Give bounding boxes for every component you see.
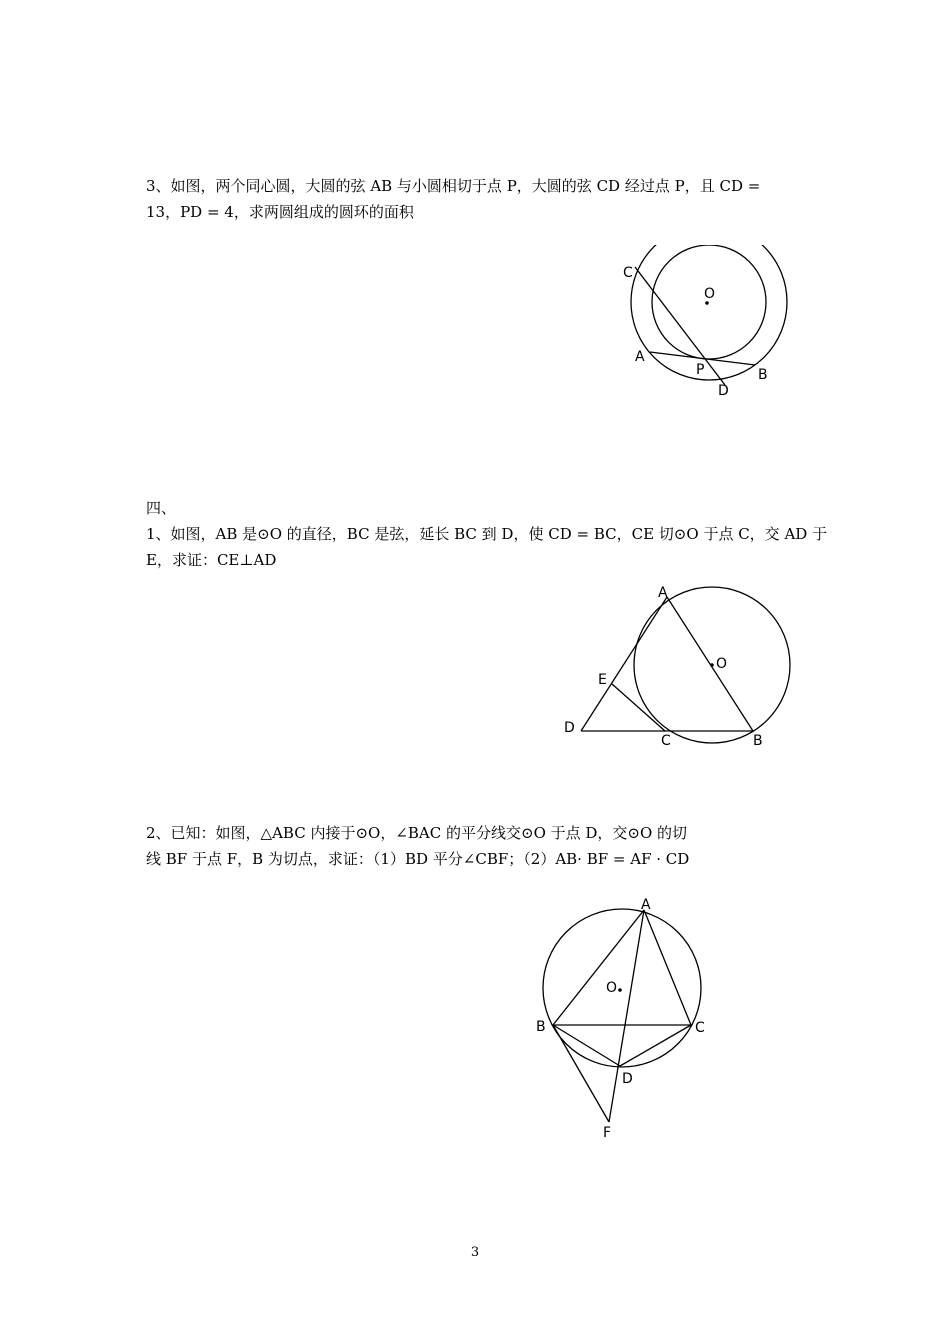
segment-bd (553, 1025, 620, 1066)
center-dot (710, 663, 714, 667)
side-ac (644, 910, 691, 1025)
problem4-2-line1: 2、已知：如图，△ABC 内接于⊙O，∠BAC 的平分线交⊙O 于点 D，交⊙O 的切 (146, 824, 688, 842)
figure-inscribed-triangle (525, 890, 725, 1150)
tangent-bf (553, 1025, 609, 1122)
label-o: O (606, 980, 618, 996)
label-d: D (622, 1071, 633, 1087)
label-d: D (564, 720, 575, 736)
label-f: F (603, 1125, 612, 1141)
label-o: O (704, 286, 716, 302)
label-c: C (661, 733, 671, 749)
label-a: A (658, 585, 668, 601)
problem4-1-line2: E，求证：CE⊥AD (146, 551, 277, 569)
chord-cd (635, 267, 725, 385)
label-b: B (536, 1019, 546, 1035)
small-circle (652, 245, 766, 359)
label-b: B (753, 733, 763, 749)
label-b: B (758, 367, 768, 383)
label-e: E (598, 672, 607, 688)
label-d: D (718, 383, 729, 399)
bisector-af (609, 910, 644, 1122)
page-number: 3 (470, 1245, 480, 1260)
label-c: C (623, 265, 633, 281)
problem4-1-line1: 1、如图，AB 是⊙O 的直径，BC 是弦，延长 BC 到 D，使 CD = BC，CE 切⊙O 于点 C，交 AD 于 (146, 525, 828, 543)
label-c: C (695, 1020, 705, 1036)
figure-diameter-tangent (555, 580, 805, 755)
label-a: A (635, 349, 645, 365)
label-p: P (696, 362, 705, 378)
segment-ad (581, 597, 667, 731)
problem3-line1: 3、如图，两个同心圆，大圆的弦 AB 与小圆相切于点 P，大圆的弦 CD 经过点 P，且 CD = (146, 177, 761, 195)
label-o: O (716, 656, 728, 672)
figure-concentric-circles (600, 245, 820, 415)
problem3-line2: 13，PD = 4，求两圆组成的圆环的面积 (146, 203, 414, 221)
side-ab (553, 910, 644, 1025)
section4-heading: 四、 (146, 499, 177, 517)
center-dot (618, 988, 622, 992)
diameter-ab (667, 597, 753, 731)
label-a: A (641, 897, 651, 913)
problem4-2-line2: 线 BF 于点 F，B 为切点，求证：（1）BD 平分∠CBF；（2）AB· BF = AF · CD (146, 850, 690, 868)
